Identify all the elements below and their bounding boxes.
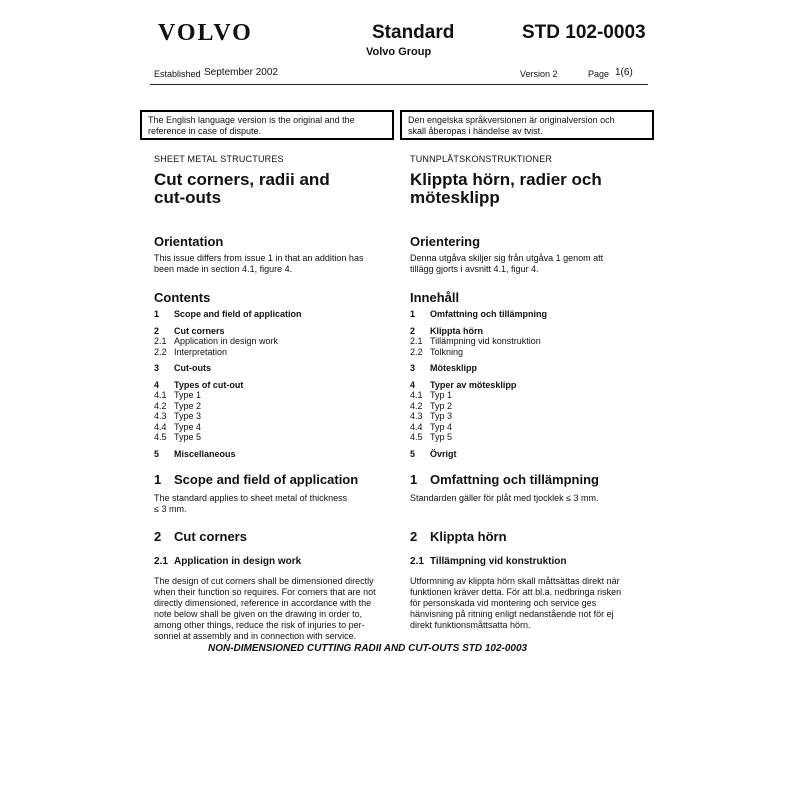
text-line: note below shall be given on the drawing in order to, xyxy=(154,609,363,619)
toc-item[interactable]: 3 Cut-outs xyxy=(154,363,211,373)
toc-item[interactable]: 2.2 Interpretation xyxy=(154,346,228,357)
page-label: Page xyxy=(588,69,610,79)
text-line: The standard applies to sheet metal of thickness xyxy=(154,493,348,503)
title-line: mötesklipp xyxy=(410,188,500,207)
established-label: Established xyxy=(154,69,201,79)
toc-item[interactable]: 3 Mötesklipp xyxy=(410,363,478,373)
english-column xyxy=(154,154,394,642)
toc-item[interactable]: 4.3 Typ 3 xyxy=(410,411,453,421)
document-title xyxy=(410,171,650,207)
notice-line: The English language version is the original and the xyxy=(148,115,355,125)
toc-item[interactable]: 2 Cut corners xyxy=(154,325,225,336)
figure-caption: NON-DIMENSIONED CUTTING RADII AND CUT-OUTS STD 102-0003 xyxy=(208,643,528,654)
section-kicker: TUNNPLÅTSKONSTRUKTIONER xyxy=(410,154,553,164)
text-line: sonnel at assembly and in connection with service. xyxy=(154,631,357,641)
orientation-text xyxy=(154,253,394,275)
toc-item[interactable]: 4.4 Type 4 xyxy=(154,421,202,432)
title-line: Klippta hörn, radier och xyxy=(410,170,602,189)
toc-item[interactable]: 4 Typer av mötesklipp xyxy=(410,379,517,390)
document-title xyxy=(154,171,394,207)
toc-item[interactable]: 2 Klippta hörn xyxy=(410,325,483,336)
notice-box-swedish xyxy=(400,110,654,140)
notice-line: Den engelska språkversionen är originalversion och xyxy=(408,115,615,125)
page-number: 1(6) xyxy=(615,67,633,78)
toc-item[interactable]: 4.5 Type 5 xyxy=(154,432,202,442)
toc-item[interactable]: 4.2 Type 2 xyxy=(154,400,202,411)
toc-item[interactable]: 2.2 Tolkning xyxy=(410,346,464,357)
contents-heading: Innehåll xyxy=(410,290,460,305)
text-line: been made in section 4.1, figure 4. xyxy=(154,264,293,274)
section-2-1-heading: 2.1 Tillämpning vid konstruktion xyxy=(410,556,567,567)
text-line: direkt funktionsmåttsatta hörn. xyxy=(410,620,531,630)
toc-item[interactable]: 4.1 Type 1 xyxy=(154,390,202,400)
text-line: directly dimensioned, reference in accordance with the xyxy=(154,598,372,608)
toc-item[interactable]: 4.2 Typ 2 xyxy=(410,400,453,411)
title-line: cut-outs xyxy=(154,188,222,207)
text-line: tillägg gjorts i avsnitt 4.1, figur 4. xyxy=(410,264,539,274)
text-line: Standarden gäller för plåt med tjocklek ≤ 3 mm. xyxy=(410,493,599,503)
section-1-heading: 1 Scope and field of application xyxy=(154,472,359,487)
toc-item[interactable]: 4.1 Typ 1 xyxy=(410,390,453,400)
notice-line: reference in case of dispute. xyxy=(148,126,262,136)
section-2-1-text xyxy=(154,576,394,642)
table-of-contents xyxy=(154,309,394,459)
section-2-heading: 2 Klippta hörn xyxy=(410,529,507,544)
section-1-text xyxy=(410,493,650,504)
text-line: The design of cut corners shall be dimensioned directly xyxy=(154,576,374,586)
toc-item[interactable]: 5 Miscellaneous xyxy=(154,448,236,459)
section-2-1-heading: 2.1 Application in design work xyxy=(154,556,302,567)
toc-item[interactable]: 2.1 Tillämpning vid konstruktion xyxy=(410,336,541,346)
version-label: Version 2 xyxy=(520,69,558,79)
text-line: among other things, reduce the risk of injuries to per- xyxy=(154,620,365,630)
text-line: This issue differs from issue 1 in that an addition has xyxy=(154,253,364,263)
orientation-heading: Orientering xyxy=(410,234,481,249)
section-2-1-text xyxy=(410,576,650,631)
standard-title: Standard xyxy=(372,22,455,43)
established-date: September 2002 xyxy=(204,67,278,78)
header-rule xyxy=(150,84,648,85)
text-line: Denna utgåva skiljer sig från utgåva 1 genom att xyxy=(410,253,604,263)
text-line: för personskada vid montering och service ges xyxy=(410,598,597,608)
orientation-heading: Orientation xyxy=(154,234,224,249)
swedish-column xyxy=(410,154,650,631)
section-1-text xyxy=(154,493,394,515)
text-line: Utformning av klippta hörn skall måttsättas direkt när xyxy=(410,576,620,586)
contents-heading: Contents xyxy=(154,290,211,305)
section-1-heading: 1 Omfattning och tillämpning xyxy=(410,472,599,487)
text-line: ≤ 3 mm. xyxy=(154,504,187,514)
toc-item[interactable]: 2.1 Application in design work xyxy=(154,336,279,346)
toc-item[interactable]: 1 Omfattning och tillämpning xyxy=(410,309,547,319)
standard-subtitle: Volvo Group xyxy=(366,46,432,58)
section-kicker: SHEET METAL STRUCTURES xyxy=(154,154,284,164)
table-of-contents xyxy=(410,309,650,459)
text-line: when their function so requires. For corners that are not xyxy=(154,587,376,597)
notice-line: skall åberopas i händelse av tvist. xyxy=(408,126,543,136)
toc-item[interactable]: 4.5 Typ 5 xyxy=(410,432,453,442)
toc-item[interactable]: 5 Övrigt xyxy=(410,448,457,459)
volvo-logo: VOLVO xyxy=(158,20,253,46)
notice-box-english xyxy=(140,110,394,140)
toc-item[interactable]: 4.4 Typ 4 xyxy=(410,421,453,432)
text-line: hänvisning på ritning enligt nedanstående not för ej xyxy=(410,609,614,619)
toc-item[interactable]: 4.3 Type 3 xyxy=(154,411,202,421)
text-line: funktionen kräver detta. För att bl.a. nedbringa risken xyxy=(410,587,622,597)
standard-number: STD 102-0003 xyxy=(522,22,646,43)
orientation-text xyxy=(410,253,650,275)
toc-item[interactable]: 4 Types of cut-out xyxy=(154,379,244,390)
toc-item[interactable]: 1 Scope and field of application xyxy=(154,309,302,319)
title-line: Cut corners, radii and xyxy=(154,170,330,189)
section-2-heading: 2 Cut corners xyxy=(154,529,247,544)
